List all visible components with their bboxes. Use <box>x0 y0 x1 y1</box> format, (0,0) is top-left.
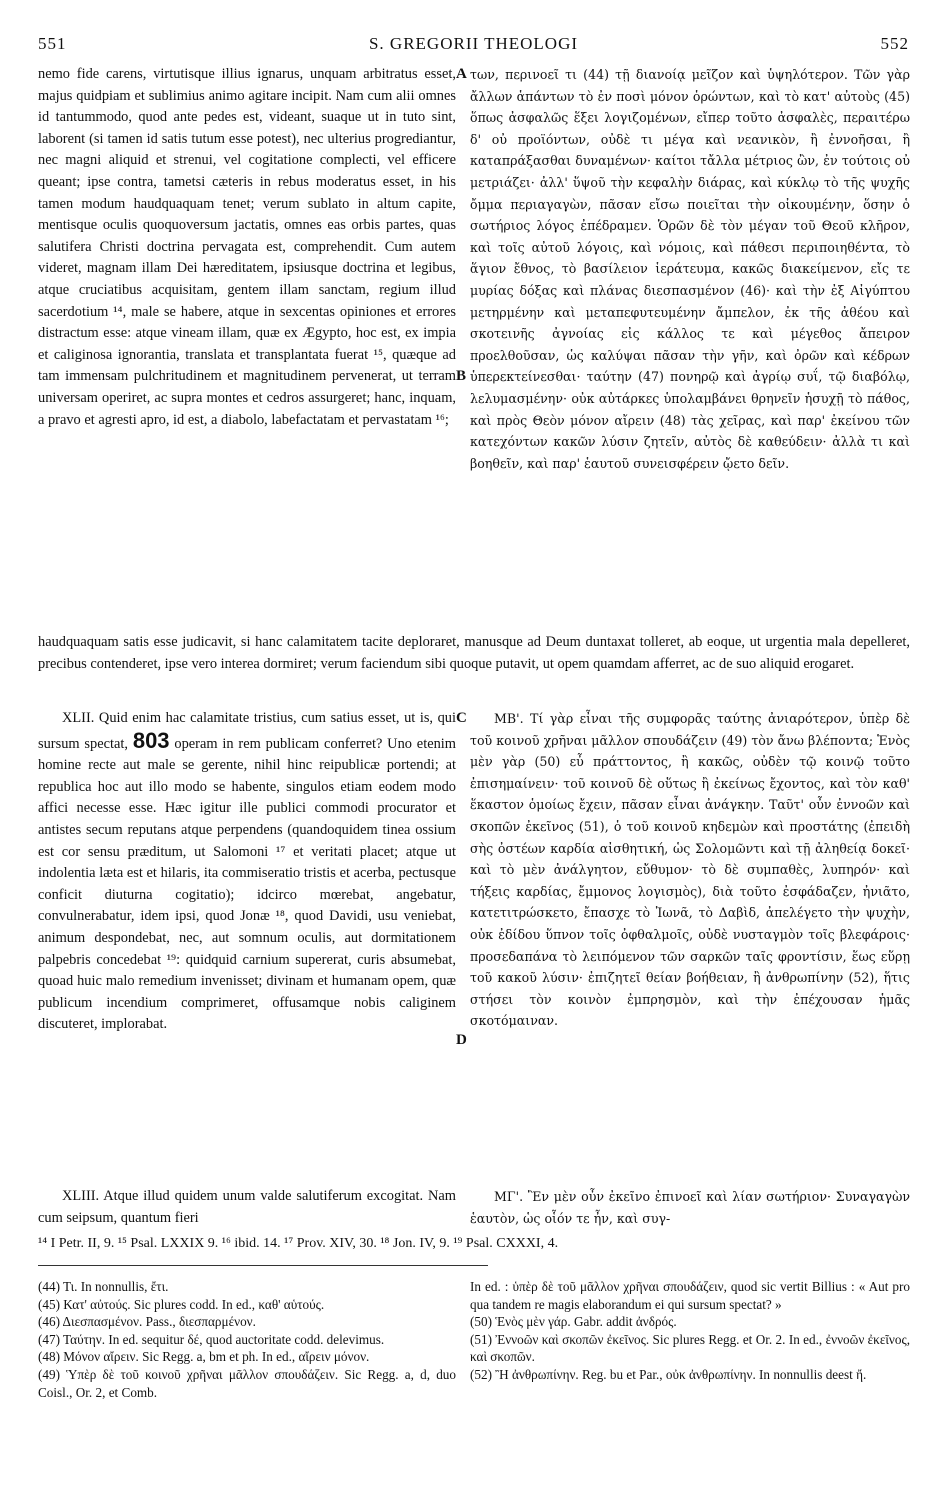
latin-full-width <box>38 632 910 675</box>
footnote: (46) Διεσπασμένον. Pass., διεσπαρμένον. <box>38 1314 256 1330</box>
section-marker-a: A <box>456 66 467 82</box>
footnote: (48) Μόνον αἴρειν. Sic Regg. a, bm et ph. In ed., αἴρειν μόνον. <box>38 1349 370 1365</box>
greek-section-mb: ΜΒ'. Τί γὰρ εἶναι τῆς συμφορᾶς ταύτης ἀνιαρότερον, ὑπὲρ δὲ τοῦ κοινοῦ χρῆναι μᾶλλον σπουδάζειν (49) τὸν ἄνω βλέποντα; Ἑνὸς μὲν γὰρ (50) εὖ πράττοντος, ἢ κακῶς, οὐδὲν τῷ κοινῷ τοῦτο ἐπισημαίνειν· τοῦ κοινοῦ δὲ οὕτως ἢ ἐκείνως ἔχοντος, καὶ τὸν καθ' ἕκαστον ὁμοίως ἔχειν, πᾶσαν εἶναι ἀνάγκην. Ταῦτ' οὖν ἐννοῶν καὶ σκοπῶν ἐκεῖνος (51), ὁ τοῦ κοινοῦ κηδεμὼν καὶ προστάτης (ἐπειδὴ σὴς ὀστέων καρδία αἰσθητική, ὡς Σολομῶντι καὶ τῇ ἀληθείᾳ δοκεῖ· καὶ τὸ μὲν ἀνάλγητον, εὔθυμον· τὸ δὲ συμπαθὲς, λυπηρόν· καὶ τήξεις καρδίας, ἔμμονος λογισμὸς), διὰ τοῦτο ἐσφάδαζεν, ἠνιᾶτο, κατετιτρώσκετο, ἔπασχε τὸ Ἰωνᾶ, τὸ Δαβὶδ, ἀπελέγετο τὴν ψυχὴν, οὐκ ἐδίδου ὕπνον τοῖς ὀφθαλμοῖς, οὐδὲ νυσταγμὸν τοῖς βλεφάροις· προσεδαπάνα τὸ λειπόμενον τῶν σαρκῶν ταῖς φροντίσιν, ἕως εὕρῃ τοῦ κακοῦ λύσιν· ἐπιζητεῖ θείαν βοήθειαν, ἢ ἀνθρωπίνην (52), ἥτις στήσει τὸν κοινὸν ἐμπρησμὸν, καὶ τὴν ἐπέχουσαν ἡμᾶς σκοτόμαιναν. <box>470 711 910 1029</box>
footnote: (52) Ἢ ἀνθρωπίνην. Reg. bu et Par., οὐκ ἀνθρωπίνην. In nonnullis deest ἤ. <box>470 1366 867 1382</box>
latin-section-xlii: XLII. Quid enim hac calamitate tristius, cum satius esset, ut is, qui sursum spectat, 803 operam in rem publicam conferret? Uno etenim homine recte aut male se gerente, nihil hinc reipublicæ portendi; at republica hoc aut illo modo se habente, singulos etiam eodem modo affici necesse esse. Hæc igitur ille publici commodi procurator et antistes secum reputans atque perpendens (quandoquidem tinea ossium est cor sensu præditum, ut Salomoni ¹⁷ et veritati placet; atque ut indolentia læta est et hilaris, ita commiseratio tristis et acerba, pectusque conficit diuturna cogitatio); idcirco mœrebat, angebatur, convulnerabatur, idem ipsi, quod Jonæ ¹⁸, quod Davidi, usu veniebat, animum despondebat, nec, aut somnum oculis, aut dormitationem palpebris concedebat ¹⁹: quidquid carnium supererat, curis absumebat, quoad huic malo remedium invenisset; divinam et humanam opem, quæ publicum incendium comprimeret, offusamque nobis caliginem discuteret, implorabat. <box>38 710 456 1033</box>
column-number: 803 <box>132 727 170 753</box>
footnote: (45) Κατ' αὐτούς. Sic plures codd. In ed., καθ' αὑτούς. <box>38 1296 325 1312</box>
latin-paragraph: nemo fide carens, virtutisque illius ignarus, unquam arbitratus esset, majus quidpiam et sublimius animo agitare incipit. Nam cum alii omnes id tantummodo, quod ante pedes est, videant, suaque ut in tuto sint, laborent (si tamen id satis tutum esse potest), nec ulterius progrediantur, nec magni aliquid et strenui, vel cogitatione complecti, vel efficere queant; ipse contra, tametsi cæteris in rebus moderatus esset, in his tamen modum haudquaquam tenet; verum sublato in altum capite, mentisque oculis quoquoversum jactatis, omnes eas orbis partes, quas salutifera Christi doctrina pervagata est, comprehendit. Cum autem videret, magnam illam Dei hæreditatem, ipsiusque doctrina et legibus, atque cruciatibus acquisitam, gentem illam sanctam, regium illud sacerdotium ¹⁴, male se habere, atque in sexcentas opiniones et errores distractum esse: atque vineam illam, quæ ex Ægypto, hoc est, ex impia et caliginosa ignorantia, translata et transplantata fuerat ¹⁵, quæque ad tam immensam pulchritudinem et magnitudinem pervenerat, ut terram universam operiret, ac supra montes et cedros assurgeret; hanc, inquam, a pravo et agresti apro, id est, a diabolo, labefactatam et pervastatam ¹⁶; <box>38 66 456 428</box>
section-marker-d: D <box>456 1032 467 1048</box>
greek-column-mb <box>470 708 910 1032</box>
greek-paragraph: των, περινοεῖ τι (44) τῇ διανοίᾳ μεῖζον καὶ ὑψηλότερον. Τῶν γὰρ ἄλλων ἁπάντων τὸ ἐν ποσὶ μόνον ὁρώντων, καὶ τὸ κατ' αὐτοὺς (45) ὅπως ἀσφαλῶς ἕξει λογιζομένων, εἴπερ τοῦτο ἀσφαλὲς, περαιτέρω δ' οὐ προϊόντων, οὐδὲ τι μέγα καὶ νεανικὸν, ἢ ἐννοῆσαι, ἢ καταπράξασθαι δυναμένων· καίτοι τἄλλα μέτριος ὢν, ἐν τούτοις οὐ μετριάζει· ἀλλ' ὕψοῦ τὴν κεφαλὴν διάρας, καὶ κύκλῳ τὸ τῆς ψυχῆς ὄμμα περιαγαγὼν, πᾶσαν εἴσω ποιεῖται τὴν οἰκουμένην, ὅσην ὁ σωτήριος λόγος ἐπέδραμεν. Ὁρῶν δὲ τὸν μέγαν τοῦ Θεοῦ κλῆρον, καὶ τοῖς αὐτοῦ λόγοις, καὶ νόμοις, καὶ πάθεσι περιποιηθέντα, τὸ ἅγιον ἔθνος, τὸ βασίλειον ἱεράτευμα, κακῶς διακείμενον, εἴς τε μυρίας δόξας καὶ πλάνας διεσπασμένον (46)· καὶ τὴν ἐξ Αἰγύπτου μετηρμένην καὶ μεταπεφυτευμένην ἄμπελον, ἐκ τῆς ἀθέου καὶ σκοτεινῆς ἀγνοίας εἰς κάλλος τε καὶ μέγεθος ἄπειρον προελθοῦσαν, ὡς καλύψαι πᾶσαν τὴν γῆν, καὶ ὀρῶν καὶ κέδρων ὑπερεκτείνεσθαι· ταύτην (47) πονηρῷ καὶ ἀγρίῳ συΐ, τῷ διαβόλῳ, λελυμασμένην· οὐκ αὐτάρκες ὑπολαμβάνει θρηνεῖν ἡσυχῇ τὸ πάθος, καὶ πρὸς Θεὸν μόνον αἴρειν (48) τὰς χεῖρας, καὶ παρ' ἐκείνου τῶν κατεχόντων κακῶν λύσιν ζητεῖν, αὐτὸς δὲ καθεύδειν· ἀλλὰ τι καὶ βοηθεῖν, καὶ παρ' ἑαυτοῦ συνεισφέρειν ᾤετο δεῖν. <box>470 67 910 471</box>
latin-column-xlii <box>38 708 456 1036</box>
section-marker-c: C <box>456 710 467 726</box>
page-number-left: 551 <box>38 34 67 53</box>
latin-column-top <box>38 64 456 431</box>
latin-section-xliii: XLIII. Atque illud quidem unum valde salutiferum excogitat. Nam cum seipsum, quantum fieri <box>38 1188 456 1226</box>
running-title: S. GREGORII THEOLOGI <box>368 34 579 53</box>
footnotes-left <box>38 1278 456 1401</box>
greek-column-top <box>470 64 910 474</box>
section-marker-b: B <box>456 368 467 384</box>
footnote: (51) Ἐννοῶν καὶ σκοπῶν ἐκεῖνος. Sic plures Regg. et Or. 2. In ed., ἐννοῶν ἐκεῖνος, καὶ σκοπῶν. <box>470 1331 910 1365</box>
latin-continuation: haudquaquam satis esse judicavit, si hanc calamitatem tacite deploraret, manusque ad Deum duntaxat tolleret, ab eoque, ut urgentia mala depelleret, precibus contenderet, ipse vero interea dormiret; verum faciendum sibi quoque putavit, ut opem quamdam afferret, ac de suo aliquid erogaret. <box>38 634 910 672</box>
footnote: (49) Ὑπὲρ δὲ τοῦ κοινοῦ χρῆναι μᾶλλον σπουδάζειν. Sic Regg. a, d, duo Coisl., Or. 2, et Comb. <box>38 1366 456 1400</box>
page-header <box>38 34 909 58</box>
greek-section-mg: ΜΓ'. Ἓν μὲν οὖν ἐκεῖνο ἐπινοεῖ καὶ λίαν σωτήριον· Συναγαγὼν ἑαυτὸν, ὡς οἷόν τε ἦν, καὶ συγ- <box>470 1189 910 1226</box>
page-number-right: 552 <box>880 34 909 53</box>
footnote: (50) Ἑνὸς μὲν γάρ. Gabr. addit ἀνδρός. <box>470 1314 677 1330</box>
footnotes-right <box>470 1278 910 1384</box>
footnote: (47) Ταύτην. In ed. sequitur δέ, quod auctoritate codd. delevimus. <box>38 1331 385 1347</box>
scripture-references: ¹⁴ I Petr. II, 9. ¹⁵ Psal. LXXIX 9. ¹⁶ ibid. 14. ¹⁷ Prov. XIV, 30. ¹⁸ Jon. IV, 9. ¹⁹ Psal. CXXXI, 4. <box>38 1236 559 1251</box>
footnote: In ed. : ὑπὲρ δὲ τοῦ μᾶλλον χρῆναι σπουδάζειν, quod sic vertit Billius : « Aut pro qua tandem re magis elaborandum ei qui sursum spectat? » <box>470 1279 910 1312</box>
latin-column-xliii <box>38 1186 456 1229</box>
footnote: (44) Τι. In nonnullis, ἔτι. <box>38 1279 169 1294</box>
greek-column-mg <box>470 1186 910 1229</box>
footnote-divider <box>38 1265 488 1266</box>
